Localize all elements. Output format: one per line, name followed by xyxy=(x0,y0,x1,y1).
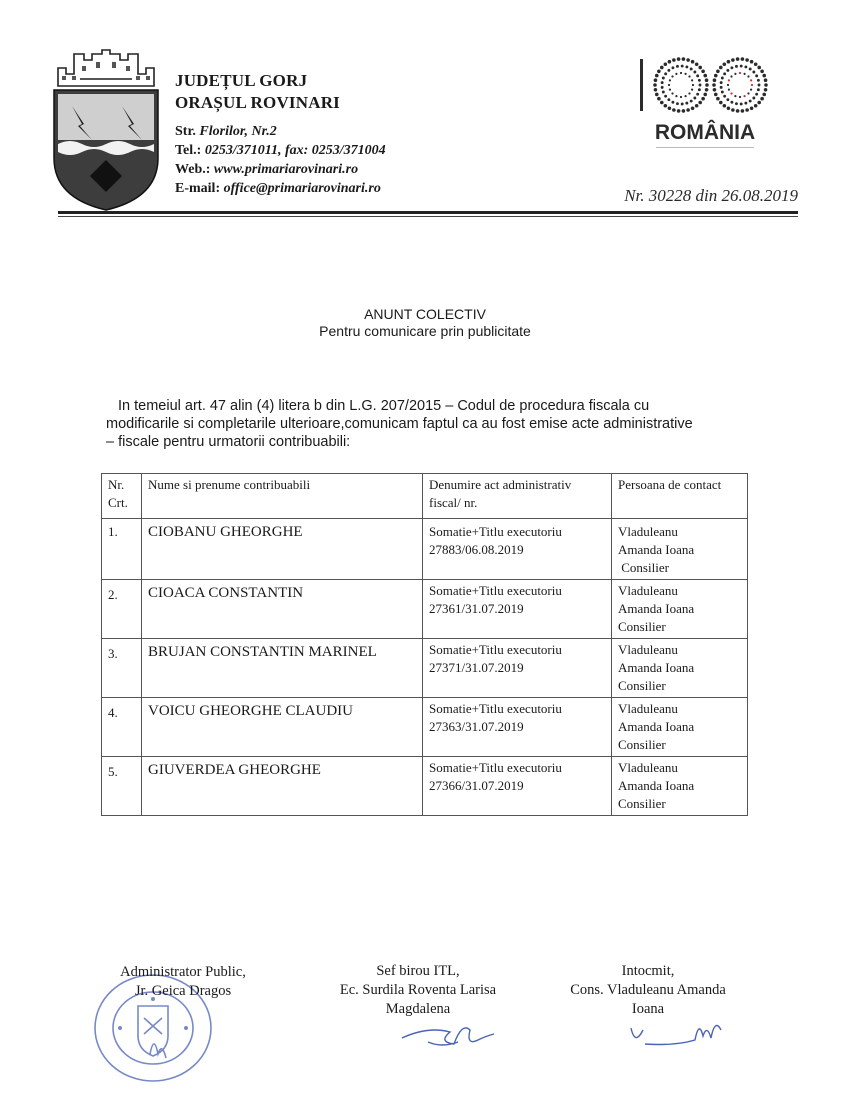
logo-dot xyxy=(690,68,693,71)
logo-dot xyxy=(734,73,736,75)
town-name: ORAȘUL ROVINARI xyxy=(175,93,340,112)
header-divider xyxy=(58,211,798,214)
row-act: Somatie+Titlu executoriu 27366/31.07.2019 xyxy=(423,757,612,816)
logo-dot xyxy=(701,97,705,101)
logo-dot xyxy=(661,81,664,84)
logo-dot xyxy=(736,109,740,113)
header-name: Nume si prenume contribuabili xyxy=(142,474,423,519)
logo-dot-ring xyxy=(712,57,768,112)
logo-dot xyxy=(716,97,720,101)
logo-dot xyxy=(691,60,695,64)
table-row xyxy=(102,639,748,698)
logo-dot xyxy=(747,75,749,77)
signer-role: Administrator Public, xyxy=(120,964,246,980)
logo-dot xyxy=(754,104,758,108)
logo-dot xyxy=(657,97,661,101)
logo-dot xyxy=(677,109,681,113)
logo-dot xyxy=(690,100,693,103)
logo-dot xyxy=(693,71,696,74)
logo-dot xyxy=(669,88,671,90)
logo-dot xyxy=(696,74,699,77)
logo-dot xyxy=(741,57,745,61)
logo-dot xyxy=(719,101,723,105)
logo-dot xyxy=(675,95,677,97)
logo-dot xyxy=(660,101,664,105)
intro-paragraph xyxy=(106,397,746,451)
logo-dot xyxy=(681,65,684,68)
romania-centenary-logo xyxy=(636,55,774,151)
row-contact: Vladuleanu Amanda Ioana Consilier xyxy=(612,757,748,816)
logo-dot xyxy=(739,72,741,74)
table-header-row xyxy=(102,474,748,519)
logo-dot xyxy=(750,60,754,64)
logo-dot xyxy=(691,88,693,90)
row-nr: 4. xyxy=(102,698,142,757)
logo-dot xyxy=(750,106,754,110)
logo-dot xyxy=(741,109,745,113)
row-name: CIOACA CONSTANTIN xyxy=(142,580,423,639)
announcement-title: ANUNT COLECTIV xyxy=(364,306,486,322)
row-name: GIUVERDEA GHEORGHE xyxy=(142,757,423,816)
address-value: Florilor, Nr.2 xyxy=(199,124,277,139)
logo-dot-ring xyxy=(653,57,709,112)
logo-dot xyxy=(727,60,731,64)
logo-dot xyxy=(688,92,690,94)
logo-dot xyxy=(750,88,752,90)
logo-dot xyxy=(720,81,723,84)
logo-dot xyxy=(757,101,761,105)
signer-name: Cons. Vladuleanu Amanda xyxy=(570,982,726,998)
signer-name: Ec. Surdila Roventa Larisa xyxy=(339,982,497,998)
logo-dot xyxy=(680,96,682,98)
logo-dot xyxy=(719,66,723,70)
logo-dot xyxy=(730,75,732,77)
logo-dot xyxy=(714,93,718,97)
web-label: Web.: xyxy=(175,162,211,177)
logo-dot xyxy=(735,65,738,68)
logo-dot xyxy=(723,62,727,66)
logo-dot xyxy=(730,101,733,104)
logo-dot xyxy=(698,79,701,82)
logo-dot xyxy=(751,84,753,86)
registration-number: Nr. 30228 din 26.08.2019 xyxy=(624,186,798,205)
logo-dot xyxy=(744,102,747,105)
logo-dot xyxy=(714,74,718,78)
email-label: E-mail: xyxy=(175,181,221,196)
logo-dot xyxy=(723,72,726,75)
logo-dot xyxy=(730,66,733,69)
logo-dot xyxy=(743,73,745,75)
taxpayers-table xyxy=(101,473,748,816)
logo-dot xyxy=(723,95,726,98)
signer-name: Jr. Geica Dragos xyxy=(134,983,232,999)
logo-dot xyxy=(682,57,686,61)
logo-dot xyxy=(676,65,679,68)
logo-dot xyxy=(686,58,690,62)
logo-dot xyxy=(684,95,686,97)
row-contact: Vladuleanu Amanda Ioana Consilier xyxy=(612,698,748,757)
announcement-subtitle: Pentru comunicare prin publicitate xyxy=(319,323,531,339)
row-act: Somatie+Titlu executoriu 27883/06.08.2019 xyxy=(423,519,612,580)
logo-dot xyxy=(691,106,695,110)
phone-label: Tel.: xyxy=(175,143,202,158)
signer-role: Sef birou ITL, xyxy=(376,963,460,979)
row-act: Somatie+Titlu executoriu 27363/31.07.2019 xyxy=(423,698,612,757)
logo-dot xyxy=(721,91,724,94)
logo-dot xyxy=(705,88,709,92)
handwritten-signature xyxy=(398,1012,498,1054)
logo-dot xyxy=(671,101,674,104)
intro-line: In temeiul art. 47 alin (4) litera b din L.G. 207/2015 – Codul de procedura fiscala cu xyxy=(118,398,650,414)
logo-dot xyxy=(664,62,668,66)
signature-block-itl xyxy=(318,962,518,1019)
logo-dot xyxy=(749,68,752,71)
logo-dot xyxy=(731,58,735,62)
logo-dot xyxy=(691,79,693,81)
row-contact: Vladuleanu Amanda Ioana Consilier xyxy=(612,639,748,698)
table-row xyxy=(102,698,748,757)
logo-dot xyxy=(728,79,730,81)
row-name: VOICU GHEORGHE CLAUDIU xyxy=(142,698,423,757)
logo-dot xyxy=(703,93,707,97)
logo-dot xyxy=(734,95,736,97)
logo-dot xyxy=(745,108,749,112)
institution-header xyxy=(175,72,386,198)
web-line xyxy=(175,160,386,179)
logo-dot xyxy=(661,86,664,89)
logo-dot xyxy=(698,88,701,91)
logo-dot xyxy=(713,78,717,82)
logo-dot xyxy=(736,57,740,61)
intro-line: modificarile si completarile ulterioare,comunicam faptul ca au fost emise acte administrative xyxy=(106,416,693,432)
row-contact: Vladuleanu Amanda Ioana Consilier xyxy=(612,580,748,639)
logo-dot xyxy=(721,77,724,80)
logo-dot xyxy=(654,88,658,92)
logo-dot xyxy=(684,73,686,75)
logo-dot xyxy=(672,58,676,62)
contact-block xyxy=(175,122,386,198)
header-contact: Persoana de contact xyxy=(612,474,748,519)
logo-dot xyxy=(653,83,657,87)
row-name: CIOBANU GHEORGHE xyxy=(142,519,423,580)
logo-dot xyxy=(680,72,682,74)
row-act: Somatie+Titlu executoriu 27361/31.07.2019 xyxy=(423,580,612,639)
logo-dot xyxy=(655,74,659,78)
logo-dot xyxy=(758,84,761,87)
logo-dot xyxy=(723,104,727,108)
logo-dot xyxy=(740,65,743,68)
logo-dot xyxy=(692,84,694,86)
logo-dot xyxy=(657,70,661,74)
logo-dot xyxy=(662,77,665,80)
logo-dot xyxy=(669,79,671,81)
logo-dot xyxy=(681,103,684,106)
logo-dot xyxy=(699,84,702,87)
logo-dot xyxy=(668,60,672,64)
logo-dot xyxy=(685,65,688,68)
logo-dot xyxy=(685,102,688,105)
logo-dot xyxy=(705,78,709,82)
logo-dot xyxy=(713,88,717,92)
logo-country-name: ROMÂNIA xyxy=(654,121,756,144)
logo-dot xyxy=(703,74,707,78)
logo-dot xyxy=(696,93,699,96)
logo-dot xyxy=(739,96,741,98)
logo-dot xyxy=(660,66,664,70)
logo-dot xyxy=(747,92,749,94)
logo-dot xyxy=(676,102,679,105)
header-nr: Nr. Crt. xyxy=(102,474,142,519)
signature-block-administrator xyxy=(98,963,268,1001)
logo-dot xyxy=(728,88,730,90)
logo-dot xyxy=(664,104,668,108)
address-label: Str. xyxy=(175,124,196,139)
logo-dot xyxy=(664,72,667,75)
logo-dot xyxy=(760,70,764,74)
email-value: office@primariarovinari.ro xyxy=(223,181,381,196)
logo-dot xyxy=(693,97,696,100)
logo-dot xyxy=(762,93,766,97)
logo-dot xyxy=(755,93,758,96)
logo-dot xyxy=(743,95,745,97)
row-name: BRUJAN CONSTANTIN MARINEL xyxy=(142,639,423,698)
row-nr: 2. xyxy=(102,580,142,639)
logo-dot xyxy=(695,62,699,66)
logo-dot xyxy=(727,106,731,110)
logo-dot xyxy=(762,74,766,78)
web-value: www.primariarovinari.ro xyxy=(213,162,359,177)
logo-dot xyxy=(752,71,755,74)
row-nr: 3. xyxy=(102,639,142,698)
table-row xyxy=(102,580,748,639)
logo-dot xyxy=(726,98,729,101)
logo-dot xyxy=(698,66,702,70)
logo-dot xyxy=(745,58,749,62)
address-line xyxy=(175,122,386,141)
logo-dot xyxy=(664,95,667,98)
logo-dot xyxy=(675,73,677,75)
signer-name: Ioana xyxy=(631,1001,665,1017)
logo-dot xyxy=(757,88,760,91)
logo-dot xyxy=(671,92,673,94)
logo-dot xyxy=(720,86,723,89)
logo-dot xyxy=(667,69,670,72)
logo-dot xyxy=(654,78,658,82)
logo-dot xyxy=(716,70,720,74)
logo-dot xyxy=(749,100,752,103)
logo-dot xyxy=(764,83,768,87)
coat-of-arms-logo xyxy=(50,48,162,213)
logo-dot xyxy=(662,91,665,94)
logo-dot xyxy=(701,70,705,74)
header-divider-thin xyxy=(58,216,798,217)
logo-dot xyxy=(764,78,768,82)
logo-dot xyxy=(760,97,764,101)
logo-dot xyxy=(698,101,702,105)
signer-name: Magdalena xyxy=(385,1001,451,1017)
header-act: Denumire act administrativ fiscal/ nr. xyxy=(423,474,612,519)
logo-dot xyxy=(735,102,738,105)
row-nr: 5. xyxy=(102,757,142,816)
row-nr: 1. xyxy=(102,519,142,580)
logo-dot xyxy=(688,75,690,77)
logo-dot xyxy=(726,69,729,72)
logo-dot xyxy=(686,108,690,112)
logo-dot xyxy=(730,92,732,94)
logo-dot xyxy=(668,106,672,110)
row-act: Somatie+Titlu executoriu 27371/31.07.2019 xyxy=(423,639,612,698)
handwritten-signature xyxy=(625,1010,735,1052)
logo-digit-one xyxy=(640,59,643,111)
table-row xyxy=(102,757,748,816)
phone-value: 0253/371011, fax: 0253/371004 xyxy=(204,143,386,158)
logo-dot xyxy=(727,84,729,86)
logo-dot xyxy=(740,103,743,106)
logo-dot xyxy=(672,108,676,112)
logo-dot xyxy=(705,83,709,87)
logo-dot xyxy=(668,84,670,86)
logo-dot xyxy=(744,65,747,68)
logo-dot xyxy=(764,88,768,92)
logo-dot xyxy=(757,79,760,82)
signer-role: Intocmit, xyxy=(621,963,675,979)
logo-dot xyxy=(731,108,735,112)
logo-dot xyxy=(755,74,758,77)
row-contact: Vladuleanu Amanda Ioana Consilier xyxy=(612,519,748,580)
logo-dot xyxy=(677,57,681,61)
phone-line xyxy=(175,141,386,160)
logo-dot xyxy=(757,66,761,70)
county-name: JUDEȚUL GORJ xyxy=(175,71,308,90)
logo-dot xyxy=(750,79,752,81)
logo-dot xyxy=(655,93,659,97)
logo-dot xyxy=(754,62,758,66)
logo-dot xyxy=(671,66,674,69)
intro-line: – fiscale pentru urmatorii contribuabili: xyxy=(106,434,351,450)
email-line xyxy=(175,179,386,198)
logo-dot xyxy=(682,109,686,113)
logo-dot xyxy=(752,97,755,100)
logo-dot xyxy=(695,104,699,108)
logo-dot xyxy=(667,98,670,101)
logo-dot xyxy=(671,75,673,77)
table-row xyxy=(102,519,748,580)
logo-dot xyxy=(712,83,716,87)
